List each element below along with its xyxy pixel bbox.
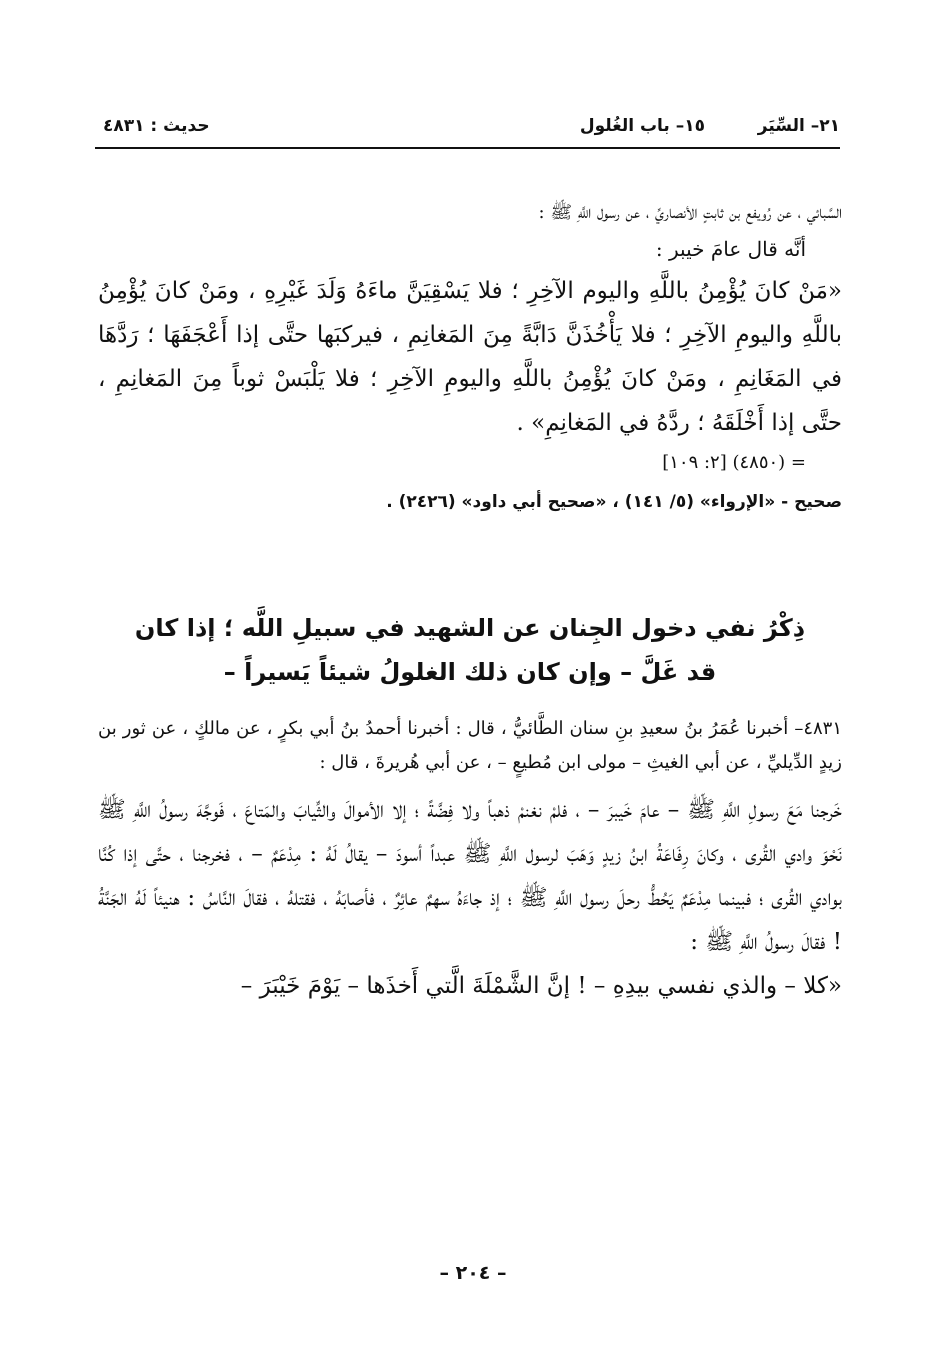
isnad: ٤٨٣١– أخبرنا عُمَرُ بنُ سعيدِ بنِ سنان الطَّائيُّ ، قال : أخبرنا أحمدُ بنُ أبي بكرٍ ، عن مالكٍ ، عن ثور بن زيدٍ الدِّيليِّ ، عن أبي الغيثِ – مولى ابن مُطيعٍ – ، عن أبي هُريرةَ ، قال : <box>98 718 842 773</box>
hadith-matn: خَرجنا مَعَ رسولِ اللَّهِ ﷺ – عامَ خَيبرَ – ، فلمْ نغنمْ ذهباً ولا فِضَّةً ؛ إلا الأموالَ والثِّيابَ والمَتاعَ ، فَوجَّهَ رسولُ اللَّهِ ﷺ نَحْوَ وادي القُرى ، وكانَ رِفَاعَةُ ابنُ زيدٍ وَهَبَ لرسول اللَّهِ ﷺ عبداً أسودَ – يقالُ لَهُ : مِدْعَمٌ – ، فخرجنا ، حتَّى إذا كُنَّا بوادي القُرى ؛ فبينما مِدْعَمٌ يَحُطُّ رحلَ رسول اللَّهِ ﷺ ؛ إذ جاءَهُ سهمٌ عائِرٌ ، فأصابَهُ ، فقتلهُ ، فقالَ النَّاسُ : هنيئاً لَهُ الجَنَّةُ ! فقالَ رسولُ اللَّهِ ﷺ : <box>98 797 842 955</box>
chapter-heading-line-2: قد غَلَّ – وإن كان ذلك الغلولُ شيئاً يَسيراً – <box>223 658 717 686</box>
hadith-block-1 <box>98 196 842 517</box>
header-hadith-number: حديث : ٤٨٣١ <box>103 116 210 136</box>
header-section: ١٥– باب الغُلول <box>579 116 705 136</box>
hadith-text: «مَنْ كانَ يُؤْمِنُ باللَّهِ واليوم الآخِرِ ؛ فلا يَسْقِيَنَّ ماءَهُ وَلَدَ غَيْرِهِ ، ومَنْ كانَ يُؤْمِنُ باللَّهِ واليومِ الآخِرِ ؛ فلا يَأْخُذَنَّ دَابَّةً مِنَ المَغانِمِ ، فيركبَها حتَّى إذا أَعْجَفَهَا ؛ رَدَّهَا في المَغَانِمِ ، ومَنْ كانَ يُؤْمِنُ باللَّهِ واليومِ الآخِرِ ؛ فلا يَلْبَسْ ثوباً مِنَ المَغانِمِ ، حتَّى إذا أَخْلَقَهُ ؛ ردَّهُ في المَغانِمِ» . <box>98 278 842 436</box>
header-chapter: ٢١– السِّيَر <box>757 116 840 136</box>
chapter-heading <box>98 606 842 694</box>
narration-intro: أنَّه قال عامَ خيبر : <box>655 237 806 261</box>
page-number: – ٢٠٤ – <box>439 1262 507 1284</box>
isnad-continuation: السَّبائي ، عن رُويفع بن ثابتٍ الأنصاريِّ ، عن رسول اللَّهِ ﷺ : <box>538 202 842 223</box>
hadith-block-2 <box>98 712 842 1008</box>
header-rule <box>95 147 840 149</box>
hadith-matn-continued: «كلا – والذي نفسي بيدِهِ – ! إنَّ الشَّمْلَةَ الَّتي أَخذَها – يَوْمَ خَيْبَرَ – <box>240 973 842 999</box>
grading: صحيح - «الإرواء» (٥/ ١٤١) ، «صحيح أبي داود» (٢٤٢٦) . <box>386 492 842 512</box>
running-header <box>95 108 840 142</box>
chapter-heading-line-1: ذِكْرُ نفي دخول الجِنان عن الشهيد في سبيلِ اللَّه ؛ إذا كان <box>134 614 806 642</box>
cross-reference: = (٤٨٥٠) [٢: ١٠٩] <box>662 452 806 473</box>
